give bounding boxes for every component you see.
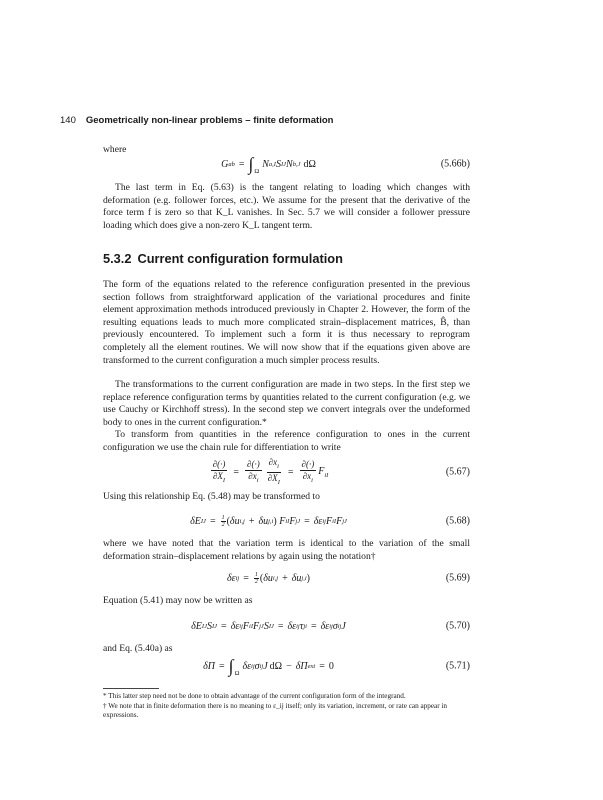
body-paragraph-7: and Eq. (5.40a) as bbox=[103, 643, 173, 654]
equation-5-70: δE IJ S IJ = δε ij F iI F jJ S IJ = δε ij τ ji = δε ij σ ij J (5.70) bbox=[191, 620, 470, 632]
equation-number-5-68: (5.68) bbox=[445, 515, 470, 527]
body-paragraph-6: Equation (5.41) may now be written as bbox=[103, 595, 253, 606]
running-title: Geometrically non-linear problems – finite deformation bbox=[85, 115, 334, 126]
equation-5-68: δE IJ = $\frac{1}{2}$ ( δu i,j + δu j,i ) F iI F jJ = δε ij F iI F jJ (5.68) bbox=[190, 514, 470, 528]
where-label: where bbox=[103, 144, 127, 155]
body-paragraph-2: The transformations to the current configuration are made in two steps. In the first step we replace reference configuration terms by quantities related to the current configuration (e.g. we use Cauchy or Kirchhoff stress). In the second step we convert integrals over the undeformed body to ones in the current configuration.* bbox=[103, 379, 470, 428]
equation-number-5-70: (5.70) bbox=[445, 620, 470, 632]
equation-5-71: δΠ = ∫ Ω δε ij σ ij J dΩ − δΠ ext = 0 (5.71) bbox=[203, 655, 470, 677]
body-paragraph-1: The form of the equations related to the reference configuration presented in the previous section follows from straightforward application of the variational procedures and finite element approximation methods introduced previously in Chapter 2. However, the form of the resulting equations leads to much more complicated strain–displacement matrices, B̂, than previously encountered. To implement such a form it is thus necessary to reprogram completely all the element routines. We will now show that if the equations given above are transformed to the current configuration a much simpler process results. bbox=[103, 279, 470, 366]
section-heading bbox=[103, 251, 343, 266]
equation-number-5-66b: (5.66b) bbox=[440, 158, 470, 170]
equation-5-68-text bbox=[0, 796, 1, 797]
running-header bbox=[60, 115, 333, 126]
intro-paragraph: The last term in Eq. (5.63) is the tangent relating to loading which changes with deformation (e.g. follower forces, etc.). We assume for the present that the derivative of the force term f is zero so that K_L vanishes. In Sec. 5.7 we will consider a follower pressure loading which does give a non-zero K_L tangent term. bbox=[103, 182, 470, 231]
page-number: 140 bbox=[60, 115, 76, 126]
equation-5-66b: G ab = ∫ Ω N a,I S IJ N b,J dΩ (5.66b) bbox=[221, 153, 470, 175]
section-number: 5.3.2 bbox=[103, 251, 132, 266]
section-title: Current configuration formulation bbox=[137, 251, 343, 266]
equation-5-69: δε ij = $\frac{1}{2}$ ( δu i,j + δu j,i ) (5.69) bbox=[227, 571, 470, 585]
equation-number-5-67: (5.67) bbox=[445, 466, 470, 478]
equation-number-5-71: (5.71) bbox=[445, 660, 470, 672]
body-paragraph-3: To transform from quantities in the reference configuration to ones in the current configuration we use the chain rule for differentiation to write bbox=[103, 429, 470, 453]
body-paragraph-4: Using this relationship Eq. (5.48) may be transformed to bbox=[103, 491, 320, 502]
footnote-rule bbox=[103, 688, 159, 689]
equation-number-5-69: (5.69) bbox=[445, 572, 470, 584]
body-paragraph-5: where we have noted that the variation term is identical to the variation of the small deformation strain–displacement relations by again using the notation† bbox=[103, 538, 470, 562]
footnote-1: * This latter step need not be done to obtain advantage of the current configuration form of the integrand. bbox=[103, 692, 406, 700]
equation-5-67: $\frac{\partial(\cdot)}{\partial X_I}$ = $\frac{\partial(\cdot)}{\partial x_i}$ $\frac{\partial x_i}{\partial X_I}$ = $\frac{\partial(\cdot)}{\partial x_i}$ $F_{iI}$ (5.67) bbox=[212, 456, 470, 486]
footnote-2: † We note that in finite deformation there is no meaning to ε_ij itself; only its variation, increment, or rate can appear in expressions. bbox=[103, 702, 448, 720]
